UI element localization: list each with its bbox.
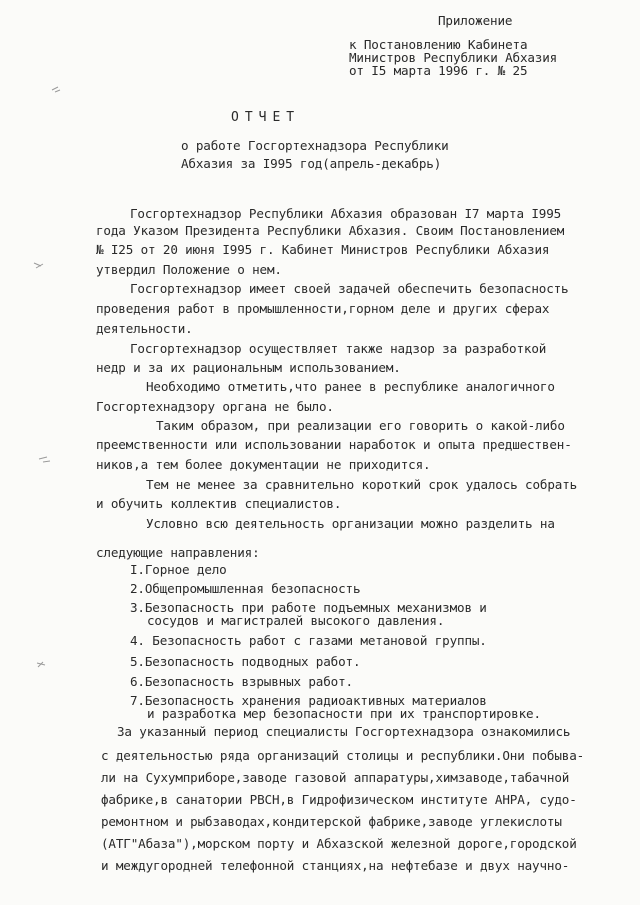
body-line: (АТГ"Абаза"),морском порту и Абхазской железной дороге,городской [101, 836, 577, 851]
scan-speck-icon [38, 453, 52, 465]
document-title: ОТЧЕТ [231, 110, 301, 125]
body-line: и обучить коллектив специалистов. [96, 496, 342, 511]
body-line: года Указом Президента Республики Абхазия. Своим Постановлением [96, 223, 565, 238]
body-line: с деятельностью ряда организаций столицы и республики.Они побыва- [101, 748, 585, 763]
header-date: от I5 марта 1996 г. № 25 [349, 63, 528, 78]
body-line: и междугородней телефонной станциях,на нефтебазе и двух научно- [101, 858, 570, 873]
body-line: Таким образом, при реализации его говорить о какой-либо [156, 418, 565, 433]
body-line: Тем не менее за сравнительно короткий срок удалось собрать [146, 477, 578, 492]
body-line: ли на Сухумприборе,заводе газовой аппаратуры,химзаводе,табачной [101, 770, 570, 785]
list-item: 6.Безопасность взрывных работ. [130, 674, 353, 689]
list-item: I.Горное дело [130, 562, 227, 577]
body-line: Госгортехнадзор Республики Абхазия образован I7 марта I995 [130, 206, 562, 221]
header-appendix: Приложение [438, 13, 513, 28]
body-line: Госгортехнадзор осуществляет также надзор за разработкой [130, 341, 547, 356]
document-subtitle-1: о работе Госгортехнадзора Республики [181, 138, 449, 153]
body-line: недр и за их рациональным использованием. [96, 360, 401, 375]
body-line: Госгортехнадзор имеет своей задачей обеспечить безопасность [130, 281, 569, 296]
body-line: ников,а тем более документации не приходится. [96, 457, 431, 472]
scan-speck-icon [50, 84, 64, 96]
scan-speck-icon [32, 259, 46, 271]
scan-speck-icon [35, 658, 49, 670]
body-line: За указанный период специалисты Госгортехнадзора ознакомились [117, 724, 571, 739]
list-item: 7.Безопасность хранения радиоактивных материалов [130, 693, 487, 708]
body-line: фабрике,в санатории РВСН,в Гидрофизическом институте АНРА, судо- [101, 792, 577, 807]
header-resolution: к Постановлению Кабинета [349, 37, 528, 52]
list-item: 5.Безопасность подводных работ. [130, 654, 361, 669]
list-item: 4. Безопасность работ с газами метановой группы. [130, 633, 487, 648]
body-line: следующие направления: [96, 545, 260, 560]
body-line: № I25 от 20 июня I995 г. Кабинет Министров Республики Абхазия [96, 242, 550, 257]
body-line: проведения работ в промышленности,горном деле и других сферах [96, 301, 550, 316]
body-line: преемственности или использовании наработок и опыта предшествен- [96, 437, 572, 452]
body-line: ремонтном и рыбзаводах,кондитерской фабрике,заводе углекислоты [101, 814, 562, 829]
body-line: Условно всю деятельность организации можно разделить на [146, 516, 555, 531]
list-item: сосудов и магистралей высокого давления. [147, 613, 445, 628]
document-subtitle-2: Абхазия за I995 год(апрель-декабрь) [181, 156, 442, 171]
body-line: Госгортехнадзору органа не было. [96, 399, 334, 414]
body-line: утвердил Положение о нем. [96, 262, 282, 277]
header-cabinet: Министров Республики Абхазия [349, 50, 558, 65]
body-line: Необходимо отметить,что ранее в республике аналогичного [146, 379, 555, 394]
list-item: 3.Безопасность при работе подъемных механизмов и [130, 600, 487, 615]
list-item: 2.Общепромышленная безопасность [130, 581, 361, 596]
list-item: и разработка мер безопасности при их транспортировке. [147, 706, 541, 721]
body-line: деятельности. [96, 321, 193, 336]
